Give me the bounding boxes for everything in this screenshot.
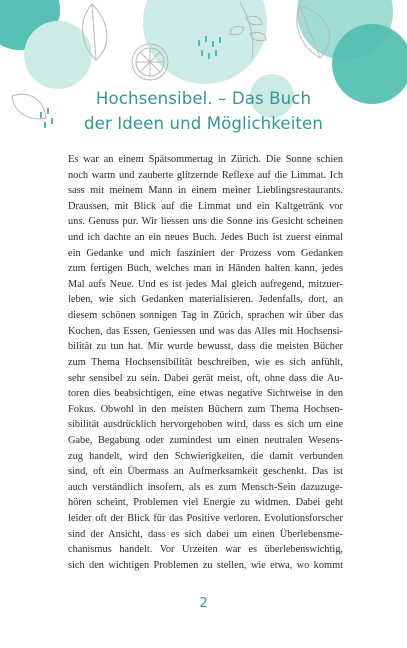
body-line: uns. Genuss pur. Wir liessen uns die Sonne ins Gesicht scheinen — [68, 216, 343, 228]
chapter-title-line-2: der Ideen und Möglichkeiten — [84, 114, 323, 133]
body-line: Gabe, Begabung oder zumindest um einen neutralen Wesens- — [68, 434, 343, 446]
chapter-title — [40, 86, 367, 136]
body-line: Es war an einem Spätsommertag in Zürich. Die Sonne schien — [68, 154, 343, 165]
body-line: toren dies beabsichtigen, eine etwas negative Sichtweise in den — [68, 388, 343, 400]
body-line: noch warm und zauberte glitzernde Reflexe auf die Limmat. Ich — [68, 169, 343, 181]
body-line: Kochen, das Essen, Geniessen und was das Alles mit Hochsensi- — [68, 325, 343, 337]
body-line: sehr sensibel zu sein. Dabei gerät meist, oft, ohne dass die Au- — [68, 372, 343, 384]
body-line: zum Thema Hochsensibilität beschreiben, wie es sich anfühlt, — [68, 356, 343, 368]
body-line: und ich dachte an ein neues Buch. Jedes Buch ist zuerst einmal — [68, 232, 343, 244]
body-text — [68, 152, 343, 573]
blob-left-low — [24, 21, 92, 89]
body-line: sich den wichtigen Problemen zu stellen, wie etwa, wo kommt — [68, 559, 343, 571]
body-line: bilität zu tun hat. Mir wurde bewusst, dass die meisten Bücher — [68, 341, 343, 353]
chapter-title-line-1: Hochsensibel. – Das Buch — [95, 89, 312, 108]
body-line: sass mit meinem Mann in einem meiner Lieblingsrestaurants. — [68, 185, 343, 197]
body-line: Draussen, mit Blick auf die Limmat und ein Kaltgetränk vor — [68, 200, 343, 212]
body-line: diesem schönen sonnigen Tag in Zürich, sprachen wir über das — [68, 310, 343, 322]
page-number: 2 — [199, 596, 208, 611]
body-line: auch verständlich insofern, als es zum Mensch-Sein dazuzuge- — [68, 481, 343, 493]
body-line: zum fertigen Buch, welches man in Händen halten kann, jedes — [68, 263, 343, 275]
body-line: ein Gedanke und mich fasziniert der Prozess vom Gedanken — [68, 247, 343, 259]
body-line: sind der Ansicht, dass es sich dabei um einen Überlebensme- — [68, 528, 343, 540]
body-line: hören scheint, Problemen viel Energie zu widmen. Dabei geht — [68, 497, 343, 509]
body-line: chanismus handelt. Vor Urzeiten war es überlebenswichtig, — [68, 544, 343, 556]
body-line: sibilität ausdrücklich hervorgehoben wird, dass es sich um eine — [68, 419, 343, 431]
body-line: Fokus. Obwohl in den meisten Büchern zum Thema Hochsen- — [68, 403, 343, 415]
body-line: zug handelt, wird den Schwierigkeiten, die damit verbunden — [68, 450, 343, 462]
body-line: Mal aufs Neue. Und es ist jedes Mal gleich aufregend, mitzuer- — [68, 278, 343, 290]
body-line: leider oft der Blick für das Positive verloren. Evolutionsforscher — [68, 513, 343, 525]
body-line: sind, oft ein Übermass an Aufmerksamkeit geschenkt. Das ist — [68, 466, 343, 478]
body-line: leben, wie sich Gedanken materialisieren. Jedenfalls, dort, an — [68, 294, 343, 306]
citrus-slice-icon — [132, 44, 168, 80]
